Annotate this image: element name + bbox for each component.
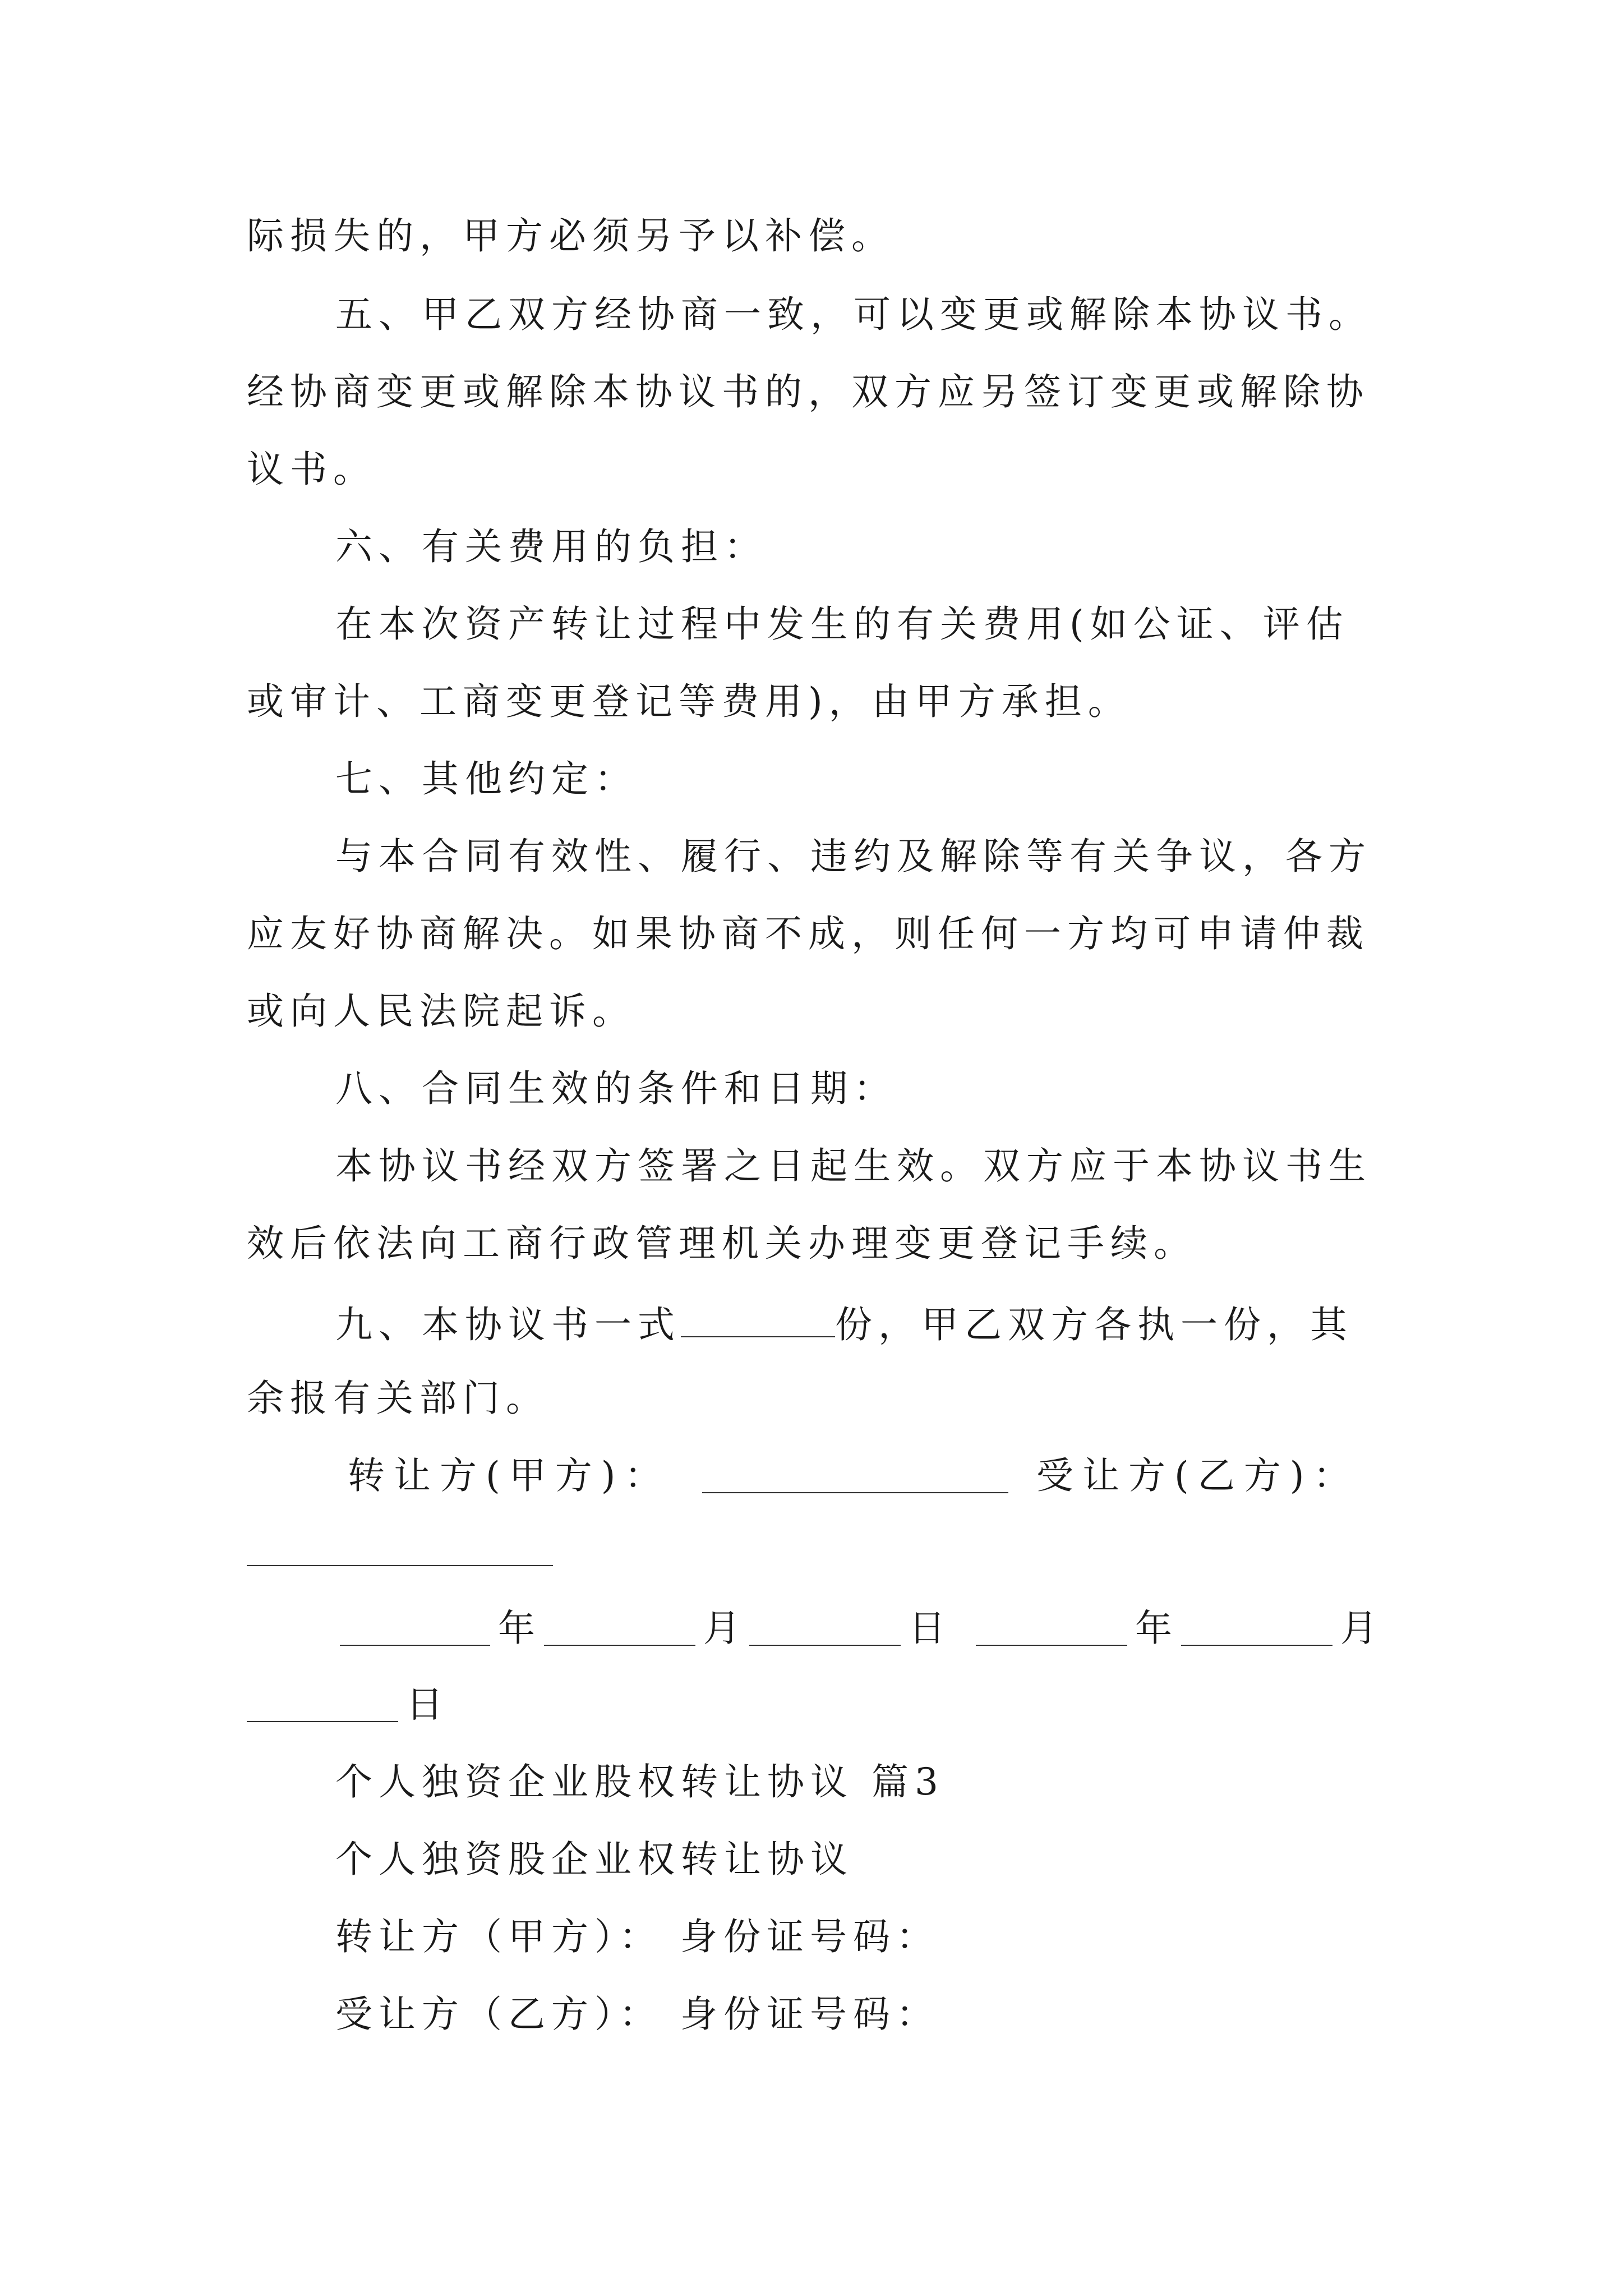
agreement-title: 个人独资股企业权转让协议: [335, 1838, 854, 1881]
clause-7-heading: 七、其他约定：: [335, 757, 638, 800]
clause-9-text-a: 九、本协议书一式: [335, 1303, 681, 1346]
year-blank-1: [340, 1645, 490, 1646]
year-label-1: 年: [498, 1607, 541, 1650]
year-blank-2: [976, 1645, 1127, 1646]
clause-6-heading: 六、有关费用的负担：: [335, 525, 767, 568]
month-label-2: 月: [1340, 1607, 1384, 1650]
month-label-1: 月: [703, 1607, 746, 1650]
transferee-signature-line: [247, 1565, 553, 1566]
text-line: 与本合同有效性、履行、违约及解除等有关争议，各方: [335, 835, 1372, 878]
text-line: 或向人民法院起诉。: [247, 990, 635, 1033]
section-title: 个人独资企业股权转让协议 篇3: [335, 1760, 944, 1803]
copies-blank: [681, 1303, 835, 1337]
text-line: 本协议书经双方签署之日起生效。双方应于本协议书生: [335, 1144, 1372, 1188]
month-blank-1: [544, 1645, 695, 1646]
clause-9: [335, 1303, 1353, 1346]
transferor-id-line: 转让方（甲方）： 身份证号码：: [335, 1915, 939, 1958]
text-line: 余报有关部门。: [247, 1377, 549, 1420]
transferor-signature-label: 转让方(甲方)：: [348, 1454, 671, 1497]
text-line: 应友好协商解决。如果协商不成，则任何一方均可申请仲裁: [247, 912, 1370, 955]
transferor-signature-line: [702, 1492, 1008, 1493]
transferee-signature-label: 受让方(乙方)：: [1036, 1454, 1359, 1497]
text-line: 经协商变更或解除本协议书的，双方应另签订变更或解除协: [247, 370, 1370, 413]
day-label-2: 日: [406, 1683, 449, 1726]
text-line: 在本次资产转让过程中发生的有关费用(如公证、评估: [335, 602, 1349, 646]
day-blank-2: [247, 1721, 398, 1722]
clause-9-text-b: 份，甲乙双方各执一份，其: [835, 1303, 1353, 1346]
clause-5: 五、甲乙双方经协商一致，可以变更或解除本协议书。: [335, 293, 1372, 336]
text-line: 议书。: [247, 448, 376, 491]
year-label-2: 年: [1135, 1607, 1178, 1650]
day-blank-1: [749, 1645, 901, 1646]
text-line: 或审计、工商变更登记等费用)，由甲方承担。: [247, 680, 1131, 723]
day-label-1: 日: [909, 1607, 952, 1650]
clause-8-heading: 八、合同生效的条件和日期：: [335, 1067, 897, 1110]
text-line: 际损失的，甲方必须另予以补偿。: [247, 214, 895, 257]
text-line: 效后依法向工商行政管理机关办理变更登记手续。: [247, 1222, 1197, 1265]
month-blank-2: [1181, 1645, 1332, 1646]
transferee-id-line: 受让方（乙方）： 身份证号码：: [335, 1993, 939, 2036]
